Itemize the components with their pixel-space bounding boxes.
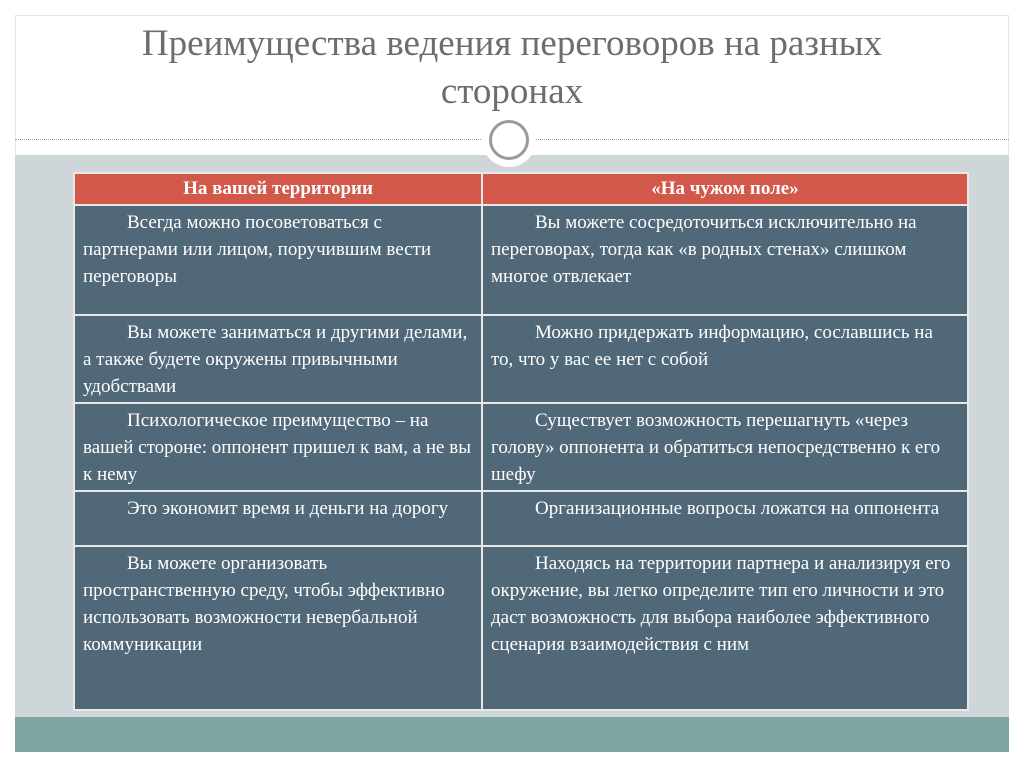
slide-title: Преимущества ведения переговоров на разных сторонах	[141, 23, 883, 112]
cell-text: Психологическое преимущество – на вашей стороне: оппонент пришел к вам, а не вы к нему	[83, 410, 471, 485]
table-row	[74, 403, 968, 491]
table-cell-away	[482, 546, 968, 710]
circle-ornament-icon	[482, 113, 536, 167]
table-cell-away	[482, 315, 968, 403]
table-header-row	[74, 173, 968, 205]
circle-ornament-inner	[489, 120, 529, 160]
table-cell-home	[74, 546, 482, 710]
cell-text: Находясь на территории партнера и анализируя его окружение, вы легко определите тип его личности и это даст возможность для выбора наиболее эффективного сценария взаимодействия с ним	[491, 553, 951, 655]
table-row	[74, 205, 968, 315]
table-cell-away	[482, 491, 968, 546]
cell-text: Это экономит время и деньги на дорогу	[127, 498, 449, 519]
cell-text: Вы можете организовать пространственную среду, чтобы эффективно использовать возможности невербальной коммуникации	[83, 553, 445, 655]
table-cell-away	[482, 205, 968, 315]
title-area	[0, 0, 1024, 128]
cell-text: Вы можете заниматься и другими делами, а также будете окружены привычными удобствами	[83, 322, 468, 397]
table-row	[74, 315, 968, 403]
comparison-table	[73, 172, 969, 711]
header-home-territory: На вашей территории	[74, 173, 482, 205]
cell-text: Организационные вопросы ложатся на оппонента	[535, 498, 940, 519]
table-cell-home	[74, 205, 482, 315]
table-row	[74, 546, 968, 710]
footer-band	[15, 717, 1009, 752]
header-away-territory: «На чужом поле»	[482, 173, 968, 205]
cell-text: Всегда можно посоветоваться с партнерами или лицом, поручившим вести переговоры	[83, 212, 432, 287]
cell-text: Вы можете сосредоточиться исключительно на переговорах, тогда как «в родных стенах» слишком многое отвлекает	[491, 212, 917, 287]
table-cell-home	[74, 491, 482, 546]
cell-text: Существует возможность перешагнуть «через голову» оппонента и обратиться непосредственно к его шефу	[491, 410, 941, 485]
table-row	[74, 491, 968, 546]
comparison-table-wrapper	[73, 172, 967, 711]
table-cell-away	[482, 403, 968, 491]
table-cell-home	[74, 403, 482, 491]
cell-text: Можно придержать информацию, сославшись на то, что у вас ее нет с собой	[491, 322, 933, 370]
table-cell-home	[74, 315, 482, 403]
